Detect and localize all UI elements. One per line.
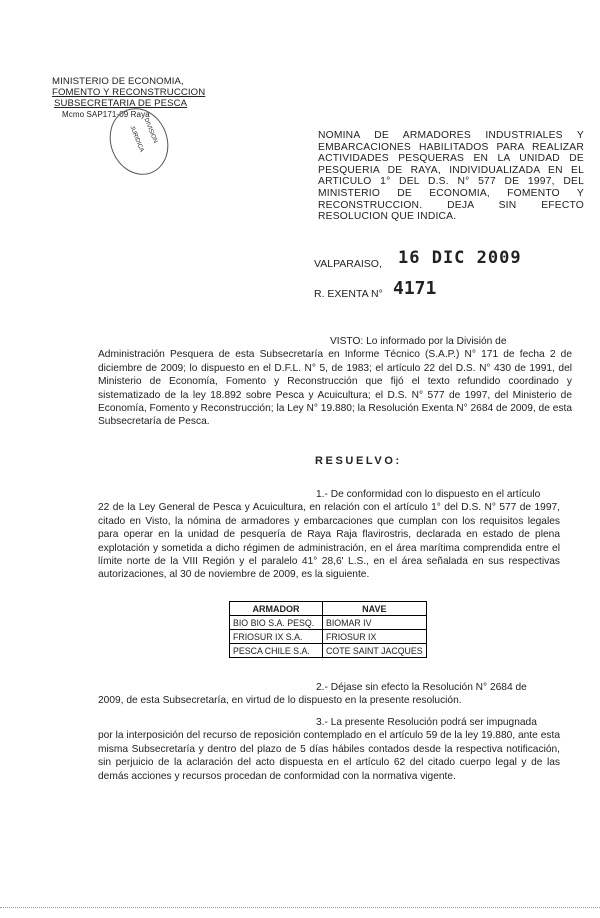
bottom-divider: [0, 907, 600, 908]
table-cell-nave: COTE SAINT JACQUES: [323, 644, 427, 658]
table-header-row: [230, 602, 427, 616]
article-2: [98, 681, 560, 708]
resolution-number: 4171: [393, 278, 437, 299]
table-cell-armador: PESCA CHILE S.A.: [230, 644, 323, 658]
article-3-first: 3.- La presente Resolución podrá ser impugnada: [316, 717, 537, 728]
armadores-table: [229, 601, 427, 658]
column-header-armador: ARMADOR: [230, 602, 323, 616]
memo-reference: Mcmo SAP171-09 Raya: [62, 110, 150, 119]
document-title: NOMINA DE ARMADORES INDUSTRIALES Y EMBARCACIONES HABILITADOS PARA REALIZAR ACTIVIDADES PESQUERAS EN LA UNIDAD DE PESQUERIA DE RAYA, INDIVIDUALIZADA EN EL ARTICULO 1° DEL D.S. N° 577 DE 1997, DEL MINISTERIO DE ECONOMIA, FOMENTO Y RECONSTRUCCION. DEJA SIN EFECTO RESOLUCION QUE INDICA.: [318, 130, 584, 223]
resolution-label: R. EXENTA N°: [314, 288, 383, 300]
ministry-line-1: MINISTERIO DE ECONOMIA,: [52, 76, 184, 87]
ministry-line-2: FOMENTO Y RECONSTRUCCION: [52, 87, 206, 98]
visto-paragraph: [98, 335, 572, 429]
article-3-body: por la interposición del recurso de reposición contemplado en el artículo 59 de la ley 19.880, ante esta misma Subsecretaría y dentro del plazo de 5 días hábiles contados desde la respectiva notificación, sin perjuicio de la aclaración del acto dispuesta en el artículo 62 del citado cuerpo legal y de las demás acciones y recursos procedan de conformidad con la normativa vigente.: [98, 730, 560, 782]
visto-lead: VISTO:: [330, 336, 364, 347]
article-3: [98, 716, 560, 783]
table-row: [230, 630, 427, 644]
column-header-nave: NAVE: [323, 602, 427, 616]
table-cell-nave: BIOMAR IV: [323, 616, 427, 630]
place-label: VALPARAISO,: [314, 258, 382, 270]
stamp-text-bottom: JURIDICA: [128, 125, 145, 154]
article-2-body: 2009, de esta Subsecretaría, en virtud de lo dispuesto en la presente resolución.: [98, 695, 462, 707]
article-2-first: 2.- Déjase sin efecto la Resolución N° 2684 de: [316, 682, 527, 693]
table-row: [230, 644, 427, 658]
stamp-text-top: DIVISION: [142, 117, 158, 145]
table-cell-armador: FRIOSUR IX S.A.: [230, 630, 323, 644]
ministry-line-3: SUBSECRETARIA DE PESCA: [54, 98, 188, 109]
article-1-first: 1.- De conformidad con lo dispuesto en el artículo: [316, 489, 541, 500]
article-1: [98, 488, 560, 582]
article-1-body: 22 de la Ley General de Pesca y Acuicultura, en relación con el artículo 1° del D.S. N° 577 de 1997, citado en Visto, la nómina de armadores y embarcaciones que cumplan con los requisitos legales para operar en la unidad de pesquería de Raya Raja flavirostris, declarada en estado de plena explotación y sometida a dicho régimen de administración, en el área marítima comprendida entre el límite norte de la VIII Región y el paralelo 41° 28,6' L.S., en el área señalada en sus respectivas autorizaciones, al 30 de noviembre de 2009, es la siguiente.: [98, 502, 560, 581]
date-stamp: 16 DIC 2009: [398, 248, 522, 268]
visto-first-line: Lo informado por la División de: [366, 336, 507, 347]
table-cell-armador: BIO BIO S.A. PESQ.: [230, 616, 323, 630]
table-cell-nave: FRIOSUR IX: [323, 630, 427, 644]
resuelvo-heading: RESUELVO:: [315, 455, 402, 467]
visto-body: Administración Pesquera de esta Subsecretaría en Informe Técnico (S.A.P.) N° 171 de fecha 2 de diciembre de 2009; lo dispuesto en el D.F.L. N° 5, de 1983; el artículo 22 del D.S. N° 430 de 1991, del Ministerio de Economía, Fomento y Reconstrucción que fijó el texto refundido coordinado y sistematizado de la ley 18.892 sobre Pesca y Acuicultura; el D.S. N° 577 de 1997, del Ministerio de Economía, Fomento y Reconstrucción; la Ley N° 19.880; la Resolución Exenta N° 2684 de 2009, de esta Subsecretaría de Pesca.: [98, 349, 572, 428]
table-row: [230, 616, 427, 630]
